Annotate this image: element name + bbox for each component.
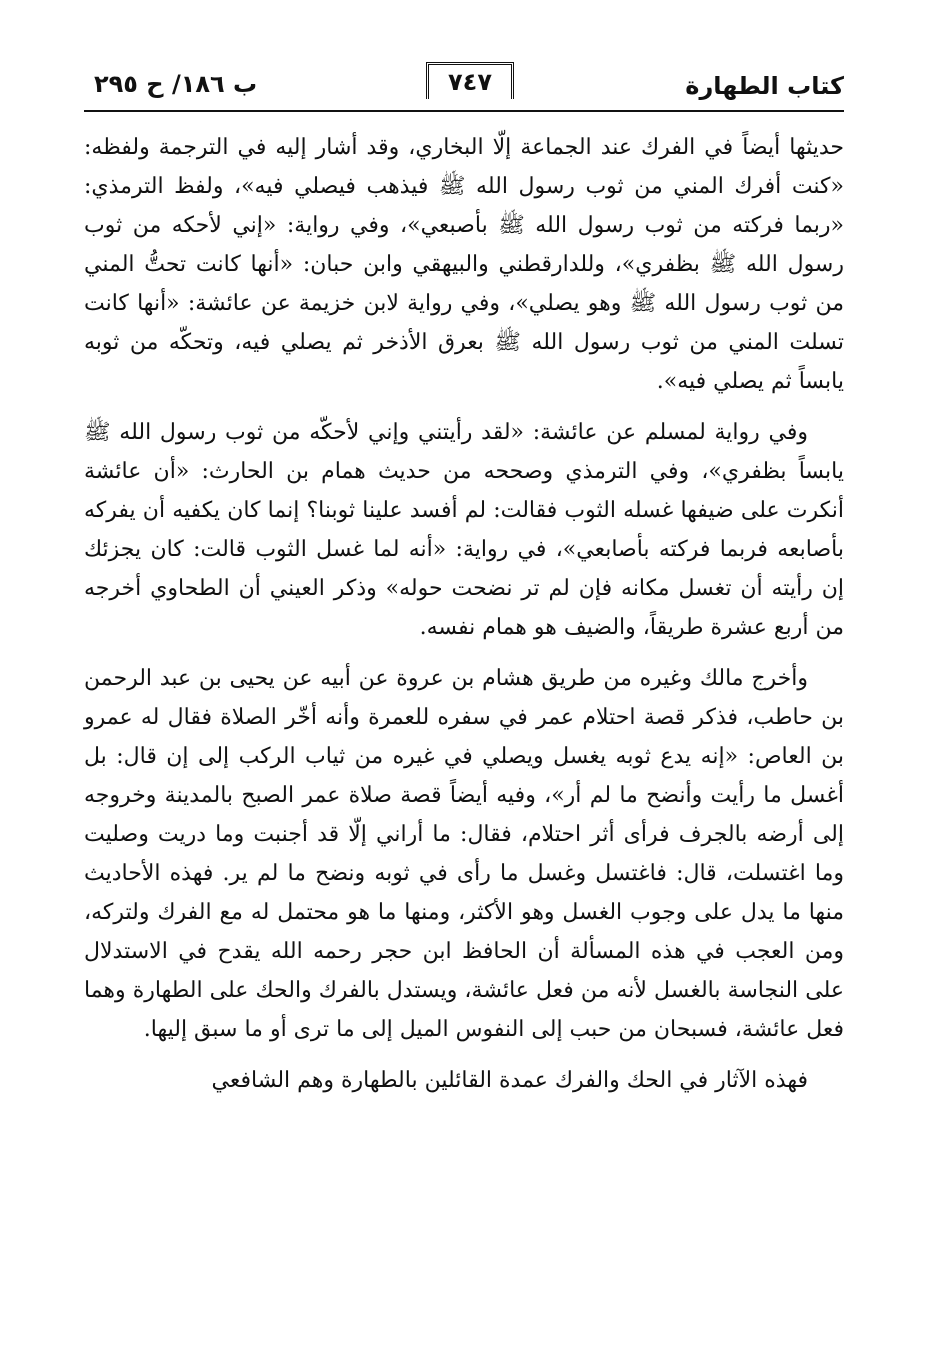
page-number: ٧٤٧ (426, 62, 514, 99)
book-title: كتاب الطهارة (685, 72, 844, 100)
paragraph-4: فهذه الآثار في الحك والفرك عمدة القائلين بالطهارة وهم الشافعي (211, 1068, 808, 1093)
header-rule (84, 110, 844, 112)
body-text (84, 128, 844, 1112)
paragraph-3: وأخرج مالك وغيره من طريق هشام بن عروة عن أبيه عن يحيى بن عبد الرحمن بن حاطب، فذكر قصة احتلام عمر في سفره للعمرة وأنه أخّر الصلاة فقال له عمرو بن العاص: «إنه يدع ثوبه يغسل ويصلي في غيره من ثياب الركب إلى إن قال: بل أغسل ما رأيت وأنضح ما لم أر»، وفيه أيضاً قصة صلاة عمر الصبح بالمدينة وخروجه إلى أرضه بالجرف فرأى أثر احتلام، فقال: ما أراني إلّا قد أجنبت وما دريت وصليت وما اغتسلت، قال: فاغتسل وغسل ما رأى في ثوبه ونضح ما لم ير. فهذه الأحاديث منها ما يدل على وجوب الغسل وهو الأكثر، ومنها ما هو محتمل له مع الفرك ولتركه، ومن العجب في هذه المسألة أن الحافظ ابن حجر رحمه الله يقدح في الاستدلال على النجاسة بالغسل لأنه من فعل عائشة، ويستدل بالفرك والحك على الطهارة وهما فعل عائشة، فسبحان من حبب إلى النفوس الميل إلى ما ترى أو ما سبق إليها. (84, 666, 844, 1042)
paragraph-2: وفي رواية لمسلم عن عائشة: «لقد رأيتني وإني لأحكّه من ثوب رسول الله ﷺ يابساً بظفري»، وفي الترمذي وصححه من حديث همام بن الحارث: «أن عائشة أنكرت على ضيفها غسله الثوب فقالت: لم أفسد علينا ثوبنا؟ إنما كان يكفيه أن يفركه بأصابعه فربما فركته بأصابعي»، في رواية: «أنه لما غسل الثوب قالت: كان يجزئك إن رأيته أن تغسل مكانه فإن لم تر نضحت حوله» وذكر العيني أن الطحاوي أخرجه من أربع عشرة طريقاً، والضيف هو همام نفسه. (84, 420, 844, 640)
page-header (84, 62, 844, 114)
hadith-reference: ب ١٨٦/ ح ٢٩٥ (94, 70, 258, 98)
paragraph-1: حديثها أيضاً في الفرك عند الجماعة إلّا البخاري، وقد أشار إليه في الترجمة ولفظه: «كنت أفرك المني من ثوب رسول الله ﷺ فيذهب فيصلي فيه»، ولفظ الترمذي: «ربما فركته من ثوب رسول الله ﷺ بأصبعي»، وفي رواية: «إني لأحكه من ثوب رسول الله ﷺ بظفري»، وللدارقطني والبيهقي وابن حبان: «أنها كانت تحتُّ المني من ثوب رسول الله ﷺ وهو يصلي»، وفي رواية لابن خزيمة عن عائشة: «أنها كانت تسلت المني من ثوب رسول الله ﷺ بعرق الأذخر ثم يصلي فيه، وتحكّه من ثوبه يابساً ثم يصلي فيه». (84, 135, 844, 394)
